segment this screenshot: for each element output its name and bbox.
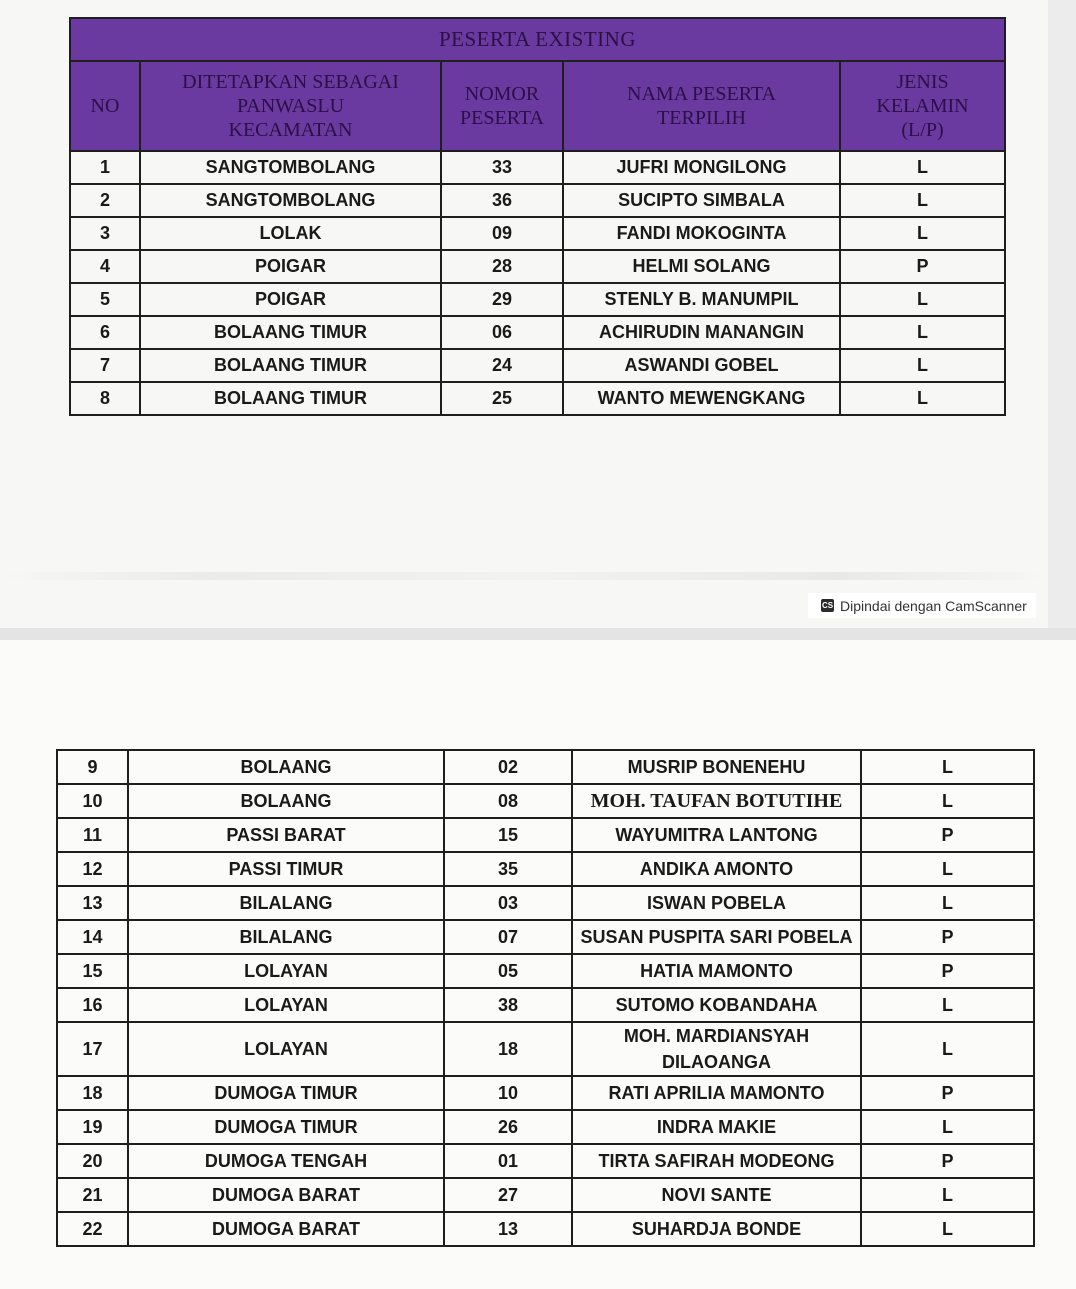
cell-kecamatan: DUMOGA TIMUR — [128, 1076, 444, 1110]
cell-nama-peserta: HATIA MAMONTO — [572, 954, 861, 988]
cell-nomor-peserta: 35 — [444, 852, 572, 886]
cell-nomor-peserta: 13 — [444, 1212, 572, 1246]
header-jenis-kelamin: JENIS KELAMIN (L/P) — [840, 61, 1005, 151]
cell-nama-peserta: WANTO MEWENGKANG — [563, 382, 840, 415]
table-title: PESERTA EXISTING — [70, 18, 1005, 61]
table-row — [57, 1076, 1034, 1110]
camscanner-watermark — [808, 593, 1036, 618]
cell-no: 2 — [70, 184, 140, 217]
cell-nama-peserta: FANDI MOKOGINTA — [563, 217, 840, 250]
cell-nomor-peserta: 01 — [444, 1144, 572, 1178]
page-separator — [0, 628, 1076, 640]
table-row — [57, 1212, 1034, 1246]
table-row — [57, 1110, 1034, 1144]
cell-jenis-kelamin: L — [861, 852, 1034, 886]
cell-nama-peserta: JUFRI MONGILONG — [563, 151, 840, 184]
cell-no: 11 — [57, 818, 128, 852]
cell-jenis-kelamin: P — [861, 954, 1034, 988]
table-row — [70, 250, 1005, 283]
cell-jenis-kelamin: P — [840, 250, 1005, 283]
cell-nomor-peserta: 09 — [441, 217, 563, 250]
cell-no: 12 — [57, 852, 128, 886]
cell-no: 15 — [57, 954, 128, 988]
cell-jenis-kelamin: P — [861, 1144, 1034, 1178]
cell-nama-peserta: SUSAN PUSPITA SARI POBELA — [572, 920, 861, 954]
cell-nama-peserta: MOH. TAUFAN BOTUTIHE — [572, 784, 861, 818]
cell-no: 14 — [57, 920, 128, 954]
header-nomor-peserta: NOMOR PESERTA — [441, 61, 563, 151]
cell-jenis-kelamin: L — [840, 217, 1005, 250]
cell-no: 8 — [70, 382, 140, 415]
table-row — [57, 818, 1034, 852]
cell-jenis-kelamin: L — [861, 784, 1034, 818]
cell-kecamatan: BOLAANG TIMUR — [140, 316, 441, 349]
camscanner-text: Dipindai dengan CamScanner — [840, 597, 1027, 614]
cell-no: 20 — [57, 1144, 128, 1178]
cell-no: 21 — [57, 1178, 128, 1212]
cell-no: 18 — [57, 1076, 128, 1110]
cell-nama-peserta: HELMI SOLANG — [563, 250, 840, 283]
cell-nama-peserta: ANDIKA AMONTO — [572, 852, 861, 886]
cell-no: 9 — [57, 750, 128, 784]
cell-nomor-peserta: 08 — [444, 784, 572, 818]
cell-nomor-peserta: 02 — [444, 750, 572, 784]
cell-jenis-kelamin: L — [861, 1110, 1034, 1144]
header-kecamatan: DITETAPKAN SEBAGAI PANWASLU KECAMATAN — [140, 61, 441, 151]
scan-fold-line — [0, 572, 1048, 580]
cell-no: 4 — [70, 250, 140, 283]
peserta-existing-table — [69, 17, 1006, 416]
page-edge-shadow — [1048, 0, 1076, 628]
cell-nomor-peserta: 25 — [441, 382, 563, 415]
peserta-table-continued — [56, 749, 1035, 1247]
cell-kecamatan: LOLAYAN — [128, 954, 444, 988]
cell-jenis-kelamin: L — [840, 382, 1005, 415]
cell-kecamatan: POIGAR — [140, 283, 441, 316]
camscanner-icon: CS — [821, 601, 834, 610]
table-row — [70, 283, 1005, 316]
cell-no: 3 — [70, 217, 140, 250]
cell-no: 13 — [57, 886, 128, 920]
cell-kecamatan: LOLAK — [140, 217, 441, 250]
cell-kecamatan: PASSI BARAT — [128, 818, 444, 852]
cell-nomor-peserta: 27 — [444, 1178, 572, 1212]
cell-nomor-peserta: 26 — [444, 1110, 572, 1144]
cell-kecamatan: BOLAANG — [128, 750, 444, 784]
table-row — [70, 217, 1005, 250]
cell-nomor-peserta: 24 — [441, 349, 563, 382]
table-row — [57, 1178, 1034, 1212]
cell-jenis-kelamin: L — [840, 283, 1005, 316]
cell-nomor-peserta: 15 — [444, 818, 572, 852]
cell-jenis-kelamin: L — [861, 1022, 1034, 1076]
cell-nama-peserta: MOH. MARDIANSYAH DILAOANGA — [572, 1022, 861, 1076]
cell-kecamatan: BOLAANG — [128, 784, 444, 818]
cell-kecamatan: SANGTOMBOLANG — [140, 151, 441, 184]
table-row — [57, 852, 1034, 886]
cell-nomor-peserta: 05 — [444, 954, 572, 988]
cell-nama-peserta: SUCIPTO SIMBALA — [563, 184, 840, 217]
cell-kecamatan: BOLAANG TIMUR — [140, 349, 441, 382]
header-no: NO — [70, 61, 140, 151]
cell-kecamatan: LOLAYAN — [128, 988, 444, 1022]
cell-kecamatan: DUMOGA TIMUR — [128, 1110, 444, 1144]
cell-kecamatan: DUMOGA BARAT — [128, 1212, 444, 1246]
cell-nomor-peserta: 28 — [441, 250, 563, 283]
cell-kecamatan: BOLAANG TIMUR — [140, 382, 441, 415]
table-row — [57, 920, 1034, 954]
cell-nama-peserta: TIRTA SAFIRAH MODEONG — [572, 1144, 861, 1178]
cell-jenis-kelamin: L — [840, 316, 1005, 349]
cell-nomor-peserta: 29 — [441, 283, 563, 316]
cell-nomor-peserta: 18 — [444, 1022, 572, 1076]
cell-nama-peserta: SUHARDJA BONDE — [572, 1212, 861, 1246]
cell-jenis-kelamin: L — [861, 1212, 1034, 1246]
table-row — [57, 750, 1034, 784]
cell-nama-peserta: ASWANDI GOBEL — [563, 349, 840, 382]
cell-kecamatan: PASSI TIMUR — [128, 852, 444, 886]
cell-jenis-kelamin: L — [861, 988, 1034, 1022]
cell-jenis-kelamin: P — [861, 818, 1034, 852]
cell-kecamatan: BILALANG — [128, 920, 444, 954]
cell-jenis-kelamin: P — [861, 1076, 1034, 1110]
cell-nama-peserta: SUTOMO KOBANDAHA — [572, 988, 861, 1022]
cell-nomor-peserta: 07 — [444, 920, 572, 954]
header-nama-peserta: NAMA PESERTA TERPILIH — [563, 61, 840, 151]
cell-jenis-kelamin: L — [840, 184, 1005, 217]
table-row — [57, 784, 1034, 818]
cell-jenis-kelamin: L — [861, 1178, 1034, 1212]
cell-nomor-peserta: 03 — [444, 886, 572, 920]
table-row — [57, 954, 1034, 988]
cell-no: 7 — [70, 349, 140, 382]
cell-jenis-kelamin: L — [840, 349, 1005, 382]
table-row — [70, 151, 1005, 184]
table-row — [57, 1144, 1034, 1178]
cell-nama-peserta: ISWAN POBELA — [572, 886, 861, 920]
cell-kecamatan: DUMOGA TENGAH — [128, 1144, 444, 1178]
table-row — [70, 316, 1005, 349]
cell-kecamatan: DUMOGA BARAT — [128, 1178, 444, 1212]
cell-kecamatan: SANGTOMBOLANG — [140, 184, 441, 217]
cell-kecamatan: LOLAYAN — [128, 1022, 444, 1076]
cell-nomor-peserta: 10 — [444, 1076, 572, 1110]
cell-nomor-peserta: 06 — [441, 316, 563, 349]
table-row — [70, 349, 1005, 382]
cell-no: 19 — [57, 1110, 128, 1144]
table-row — [57, 1022, 1034, 1076]
cell-no: 1 — [70, 151, 140, 184]
cell-nama-peserta: MUSRIP BONENEHU — [572, 750, 861, 784]
cell-no: 10 — [57, 784, 128, 818]
cell-nama-peserta: STENLY B. MANUMPIL — [563, 283, 840, 316]
cell-no: 5 — [70, 283, 140, 316]
table-row — [70, 382, 1005, 415]
table-row — [57, 988, 1034, 1022]
cell-no: 16 — [57, 988, 128, 1022]
cell-jenis-kelamin: L — [840, 151, 1005, 184]
table-row — [57, 886, 1034, 920]
cell-jenis-kelamin: L — [861, 750, 1034, 784]
cell-no: 17 — [57, 1022, 128, 1076]
cell-nama-peserta: ACHIRUDIN MANANGIN — [563, 316, 840, 349]
cell-nomor-peserta: 38 — [444, 988, 572, 1022]
cell-nama-peserta: WAYUMITRA LANTONG — [572, 818, 861, 852]
cell-nomor-peserta: 36 — [441, 184, 563, 217]
cell-nomor-peserta: 33 — [441, 151, 563, 184]
cell-jenis-kelamin: P — [861, 920, 1034, 954]
table-row — [70, 184, 1005, 217]
cell-jenis-kelamin: L — [861, 886, 1034, 920]
cell-kecamatan: BILALANG — [128, 886, 444, 920]
cell-kecamatan: POIGAR — [140, 250, 441, 283]
cell-no: 22 — [57, 1212, 128, 1246]
cell-nama-peserta: INDRA MAKIE — [572, 1110, 861, 1144]
cell-nama-peserta: NOVI SANTE — [572, 1178, 861, 1212]
cell-nama-peserta: RATI APRILIA MAMONTO — [572, 1076, 861, 1110]
cell-no: 6 — [70, 316, 140, 349]
